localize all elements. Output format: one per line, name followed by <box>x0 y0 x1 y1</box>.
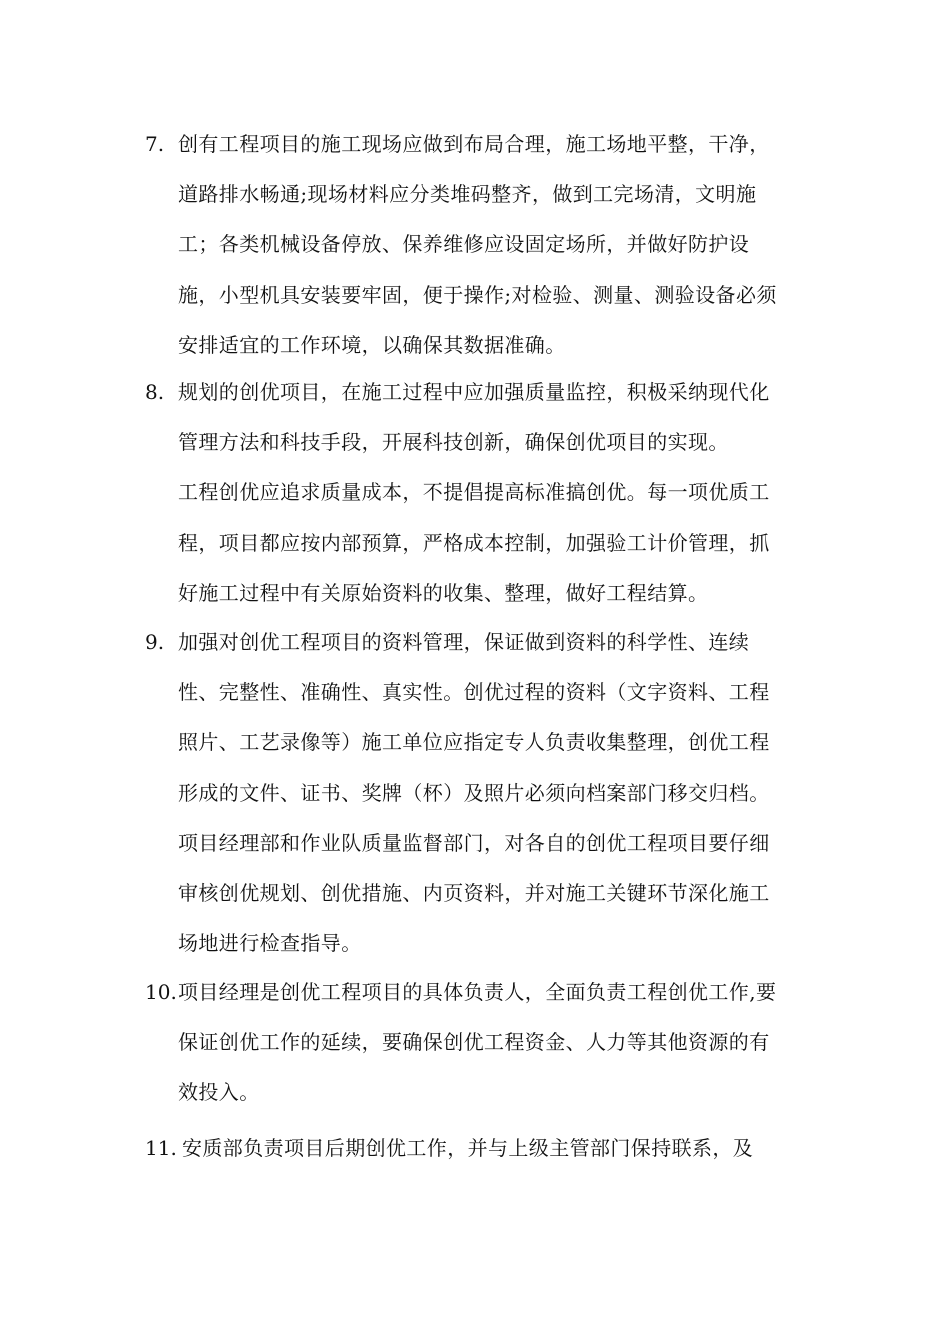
item-8-line-2: 管理方法和科技手段，开展科技创新，确保创优项目的实现。 <box>178 430 729 454</box>
item-8-line-3: 工程创优应追求质量成本，不提倡提高标准搞创优。每一项优质工 <box>178 480 770 504</box>
item-9-line-5: 项目经理部和作业队质量监督部门，对各自的创优工程项目要仔细 <box>178 831 770 855</box>
item-number: 8. <box>145 380 165 404</box>
item-number: 9. <box>145 630 165 654</box>
item-9-line-6: 审核创优规划、创优措施、内页资料，并对施工关键环节深化施工 <box>178 881 770 905</box>
item-9-line-7: 场地进行检查指导。 <box>178 931 362 955</box>
item-9-line-2: 性、完整性、准确性、真实性。创优过程的资料（文字资料、工程 <box>178 680 770 704</box>
item-9-line-3: 照片、工艺录像等）施工单位应指定专人负责收集整理，创优工程 <box>178 730 770 754</box>
item-number: 10. <box>145 980 177 1004</box>
item-10-line-1: 项目经理是创优工程项目的具体负责人，全面负责工程创优工作,要 <box>178 980 777 1004</box>
item-10-line-2: 保证创优工作的延续，要确保创优工程资金、人力等其他资源的有 <box>178 1030 770 1054</box>
item-8-line-1: 规划的创优项目，在施工过程中应加强质量监控，积极采纳现代化 <box>178 380 770 404</box>
item-11-line-1: 安质部负责项目后期创优工作，并与上级主管部门保持联系，及 <box>182 1136 754 1160</box>
item-number: 7. <box>145 132 165 156</box>
item-7-line-1: 创有工程项目的施工现场应做到布局合理，施工场地平整，干净， <box>178 132 770 156</box>
item-10-line-3: 效投入。 <box>178 1080 260 1104</box>
item-7-line-4: 施，小型机具安装要牢固，便于操作;对检验、测量、测验设备必须 <box>178 283 777 307</box>
item-9-line-1: 加强对创优工程项目的资料管理，保证做到资料的科学性、连续 <box>178 630 750 654</box>
item-8-line-5: 好施工过程中有关原始资料的收集、整理，做好工程结算。 <box>178 581 709 605</box>
item-8-line-4: 程，项目都应按内部预算，严格成本控制，加强验工计价管理，抓 <box>178 531 770 555</box>
item-number: 11. <box>145 1136 177 1160</box>
item-9-line-4: 形成的文件、证书、奖牌（杯）及照片必须向档案部门移交归档。 <box>178 781 770 805</box>
item-7-line-3: 工；各类机械设备停放、保养维修应设固定场所，并做好防护设 <box>178 232 750 256</box>
item-7-line-2: 道路排水畅通;现场材料应分类堆码整齐，做到工完场清，文明施 <box>178 182 757 206</box>
item-7-line-5: 安排适宜的工作环境，以确保其数据准确。 <box>178 333 566 357</box>
